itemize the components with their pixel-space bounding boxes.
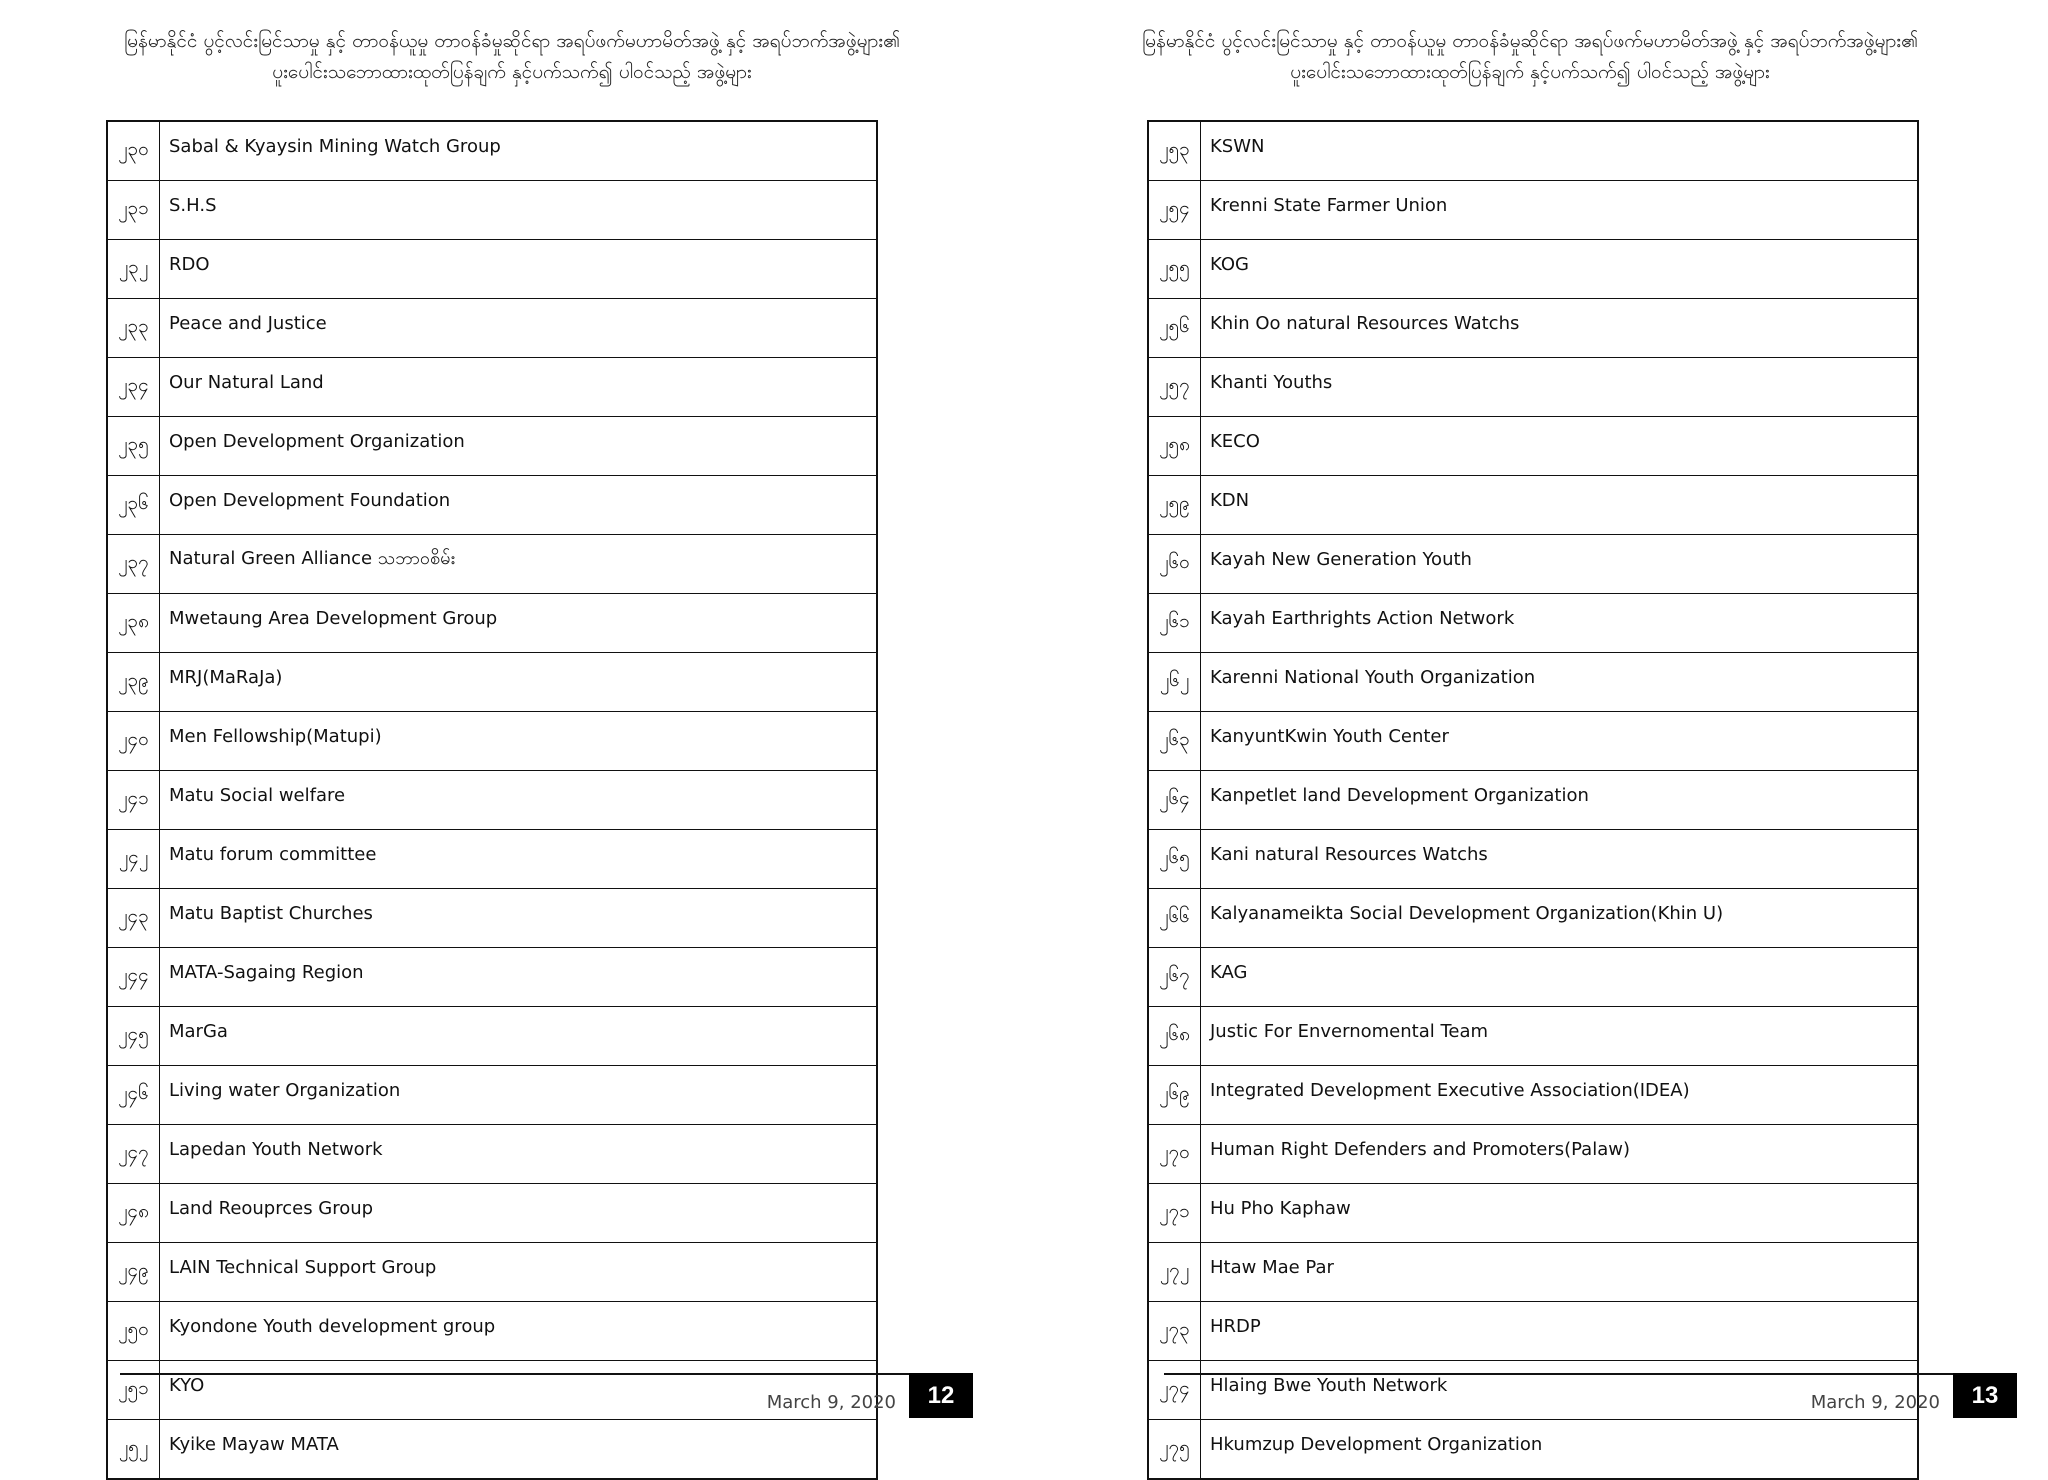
organization-name: Matu forum committee: [160, 830, 878, 889]
page-header: [1110, 26, 1950, 88]
organization-name: KAG: [1201, 948, 1919, 1007]
organization-name: Kalyanameikta Social Development Organization(Khin U): [1201, 889, 1919, 948]
row-number: ၂၄၈: [107, 1184, 160, 1243]
header-line-2: ပူးပေါင်းသဘောထားထုတ်ပြန်ချက် နှင့်ပက်သက်၍ ပါဝင်သည့် အဖွဲ့များ: [272, 61, 752, 83]
table-row: [107, 121, 877, 181]
organization-name: Karenni National Youth Organization: [1201, 653, 1919, 712]
table-row: [107, 1066, 877, 1125]
row-number: ၂၄၃: [107, 889, 160, 948]
organization-name: Justic For Envernomental Team: [1201, 1007, 1919, 1066]
table-row: [107, 299, 877, 358]
table-row: [1148, 1066, 1918, 1125]
organization-name: Kayah Earthrights Action Network: [1201, 594, 1919, 653]
table-row: [107, 181, 877, 240]
table-row: [107, 1302, 877, 1361]
organization-name: KOG: [1201, 240, 1919, 299]
table-row: [107, 712, 877, 771]
page-number-badge: 13: [1953, 1373, 2017, 1418]
row-number: ၂၅၉: [1148, 476, 1201, 535]
organization-name: LAIN Technical Support Group: [160, 1243, 878, 1302]
organization-name: Open Development Foundation: [160, 476, 878, 535]
row-number: ၂၃၉: [107, 653, 160, 712]
footer-date: March 9, 2020: [766, 1392, 896, 1413]
organization-name: Integrated Development Executive Association(IDEA): [1201, 1066, 1919, 1125]
table-row: [107, 830, 877, 889]
table-row: [1148, 889, 1918, 948]
table-row: [107, 417, 877, 476]
row-number: ၂၃၃: [107, 299, 160, 358]
table-row: [1148, 181, 1918, 240]
organization-name: Human Right Defenders and Promoters(Palaw): [1201, 1125, 1919, 1184]
organization-name: Natural Green Alliance သဘာဝစိမ်း: [160, 535, 878, 594]
row-number: ၂၃၄: [107, 358, 160, 417]
organization-table: [1147, 120, 1919, 1480]
document-page-right: [1024, 0, 2048, 1458]
row-number: ၂၃၈: [107, 594, 160, 653]
table-row: [1148, 653, 1918, 712]
table-row: [1148, 121, 1918, 181]
page-number-badge: 12: [909, 1373, 973, 1418]
organization-name: Our Natural Land: [160, 358, 878, 417]
row-number: ၂၅၄: [1148, 181, 1201, 240]
organization-name: Land Reouprces Group: [160, 1184, 878, 1243]
table-row: [1148, 417, 1918, 476]
footer-date: March 9, 2020: [1810, 1392, 1940, 1413]
table-row: [107, 1007, 877, 1066]
organization-table: [106, 120, 878, 1480]
header-line-2: ပူးပေါင်းသဘောထားထုတ်ပြန်ချက် နှင့်ပက်သက်၍ ပါဝင်သည့် အဖွဲ့များ: [1290, 61, 1770, 83]
row-number: ၂၅၇: [1148, 358, 1201, 417]
row-number: ၂၆၂: [1148, 653, 1201, 712]
table-row: [1148, 594, 1918, 653]
table-row: [107, 771, 877, 830]
row-number: ၂၆၀: [1148, 535, 1201, 594]
table-row: [1148, 299, 1918, 358]
table-row: [1148, 535, 1918, 594]
organization-name: Matu Social welfare: [160, 771, 878, 830]
row-number: ၂၄၆: [107, 1066, 160, 1125]
row-number: ၂၃၇: [107, 535, 160, 594]
table-row: [107, 1420, 877, 1480]
row-number: ၂၅၀: [107, 1302, 160, 1361]
organization-name: Hlaing Bwe Youth Network: [1201, 1361, 1919, 1420]
row-number: ၂၇၁: [1148, 1184, 1201, 1243]
organization-name: Men Fellowship(Matupi): [160, 712, 878, 771]
table-row: [107, 594, 877, 653]
organization-name: S.H.S: [160, 181, 878, 240]
organization-name: Sabal & Kyaysin Mining Watch Group: [160, 121, 878, 181]
table-row: [107, 889, 877, 948]
table-row: [1148, 1184, 1918, 1243]
organization-name: MRJ(MaRaJa): [160, 653, 878, 712]
table-row: [1148, 830, 1918, 889]
row-number: ၂၃၆: [107, 476, 160, 535]
row-number: ၂၅၂: [107, 1420, 160, 1480]
table-row: [107, 1243, 877, 1302]
table-row: [1148, 1302, 1918, 1361]
organization-name: Peace and Justice: [160, 299, 878, 358]
table-row: [1148, 712, 1918, 771]
row-number: ၂၅၈: [1148, 417, 1201, 476]
organization-name: Mwetaung Area Development Group: [160, 594, 878, 653]
organization-name: Kayah New Generation Youth: [1201, 535, 1919, 594]
row-number: ၂၄၇: [107, 1125, 160, 1184]
row-number: ၂၆၆: [1148, 889, 1201, 948]
row-number: ၂၃၁: [107, 181, 160, 240]
organization-name: Khanti Youths: [1201, 358, 1919, 417]
organization-table-body: [1148, 121, 1918, 1479]
organization-name: RDO: [160, 240, 878, 299]
organization-name: KSWN: [1201, 121, 1919, 181]
table-row: [1148, 358, 1918, 417]
table-row: [107, 653, 877, 712]
page-header: [92, 26, 932, 88]
row-number: ၂၄၁: [107, 771, 160, 830]
row-number: ၂၄၀: [107, 712, 160, 771]
organization-name: KDN: [1201, 476, 1919, 535]
organization-name: MATA-Sagaing Region: [160, 948, 878, 1007]
organization-name: Hu Pho Kaphaw: [1201, 1184, 1919, 1243]
organization-name: Kani natural Resources Watchs: [1201, 830, 1919, 889]
table-row: [1148, 771, 1918, 830]
footer-divider: [120, 1373, 910, 1375]
organization-name: KYO: [160, 1361, 878, 1420]
table-row: [1148, 240, 1918, 299]
table-row: [107, 1184, 877, 1243]
organization-name: Open Development Organization: [160, 417, 878, 476]
row-number: ၂၆၇: [1148, 948, 1201, 1007]
organization-name: Htaw Mae Par: [1201, 1243, 1919, 1302]
organization-name: Krenni State Farmer Union: [1201, 181, 1919, 240]
row-number: ၂၆၁: [1148, 594, 1201, 653]
row-number: ၂၄၂: [107, 830, 160, 889]
organization-name: Matu Baptist Churches: [160, 889, 878, 948]
table-row: [1148, 948, 1918, 1007]
row-number: ၂၆၈: [1148, 1007, 1201, 1066]
row-number: ၂၇၀: [1148, 1125, 1201, 1184]
row-number: ၂၄၉: [107, 1243, 160, 1302]
table-row: [1148, 476, 1918, 535]
organization-name: HRDP: [1201, 1302, 1919, 1361]
row-number: ၂၇၅: [1148, 1420, 1201, 1480]
organization-table-body: [107, 121, 877, 1479]
row-number: ၂၅၁: [107, 1361, 160, 1420]
organization-name: Living water Organization: [160, 1066, 878, 1125]
table-row: [107, 358, 877, 417]
row-number: ၂၇၂: [1148, 1243, 1201, 1302]
table-row: [1148, 1125, 1918, 1184]
organization-name: Hkumzup Development Organization: [1201, 1420, 1919, 1480]
table-row: [107, 476, 877, 535]
row-number: ၂၃၀: [107, 121, 160, 181]
row-number: ၂၆၄: [1148, 771, 1201, 830]
organization-name: Kyike Mayaw MATA: [160, 1420, 878, 1480]
organization-name: Kanpetlet land Development Organization: [1201, 771, 1919, 830]
row-number: ၂၃၂: [107, 240, 160, 299]
row-number: ၂၆၅: [1148, 830, 1201, 889]
organization-name: Kyondone Youth development group: [160, 1302, 878, 1361]
row-number: ၂၅၆: [1148, 299, 1201, 358]
row-number: ၂၃၅: [107, 417, 160, 476]
header-line-1: မြန်မာနိုင်ငံ ပွင့်လင်းမြင်သာမှု နှင့် တာဝန်ယူမှု တာဝန်ခံမှုဆိုင်ရာ အရပ်ဖက်မဟာမိတ်အဖွဲ့ နှင့် အရပ်ဘက်အဖွဲ့များ၏: [1141, 30, 1919, 52]
organization-name: MarGa: [160, 1007, 878, 1066]
row-number: ၂၅၃: [1148, 121, 1201, 181]
row-number: ၂၅၅: [1148, 240, 1201, 299]
row-number: ၂၄၅: [107, 1007, 160, 1066]
table-row: [1148, 1007, 1918, 1066]
organization-name: KECO: [1201, 417, 1919, 476]
header-line-1: မြန်မာနိုင်ငံ ပွင့်လင်းမြင်သာမှု နှင့် တာဝန်ယူမှု တာဝန်ခံမှုဆိုင်ရာ အရပ်ဖက်မဟာမိတ်အဖွဲ့ နှင့် အရပ်ဘက်အဖွဲ့များ၏: [123, 30, 901, 52]
row-number: ၂၄၄: [107, 948, 160, 1007]
row-number: ၂၇၄: [1148, 1361, 1201, 1420]
row-number: ၂၆၉: [1148, 1066, 1201, 1125]
organization-name: Lapedan Youth Network: [160, 1125, 878, 1184]
document-page-left: [0, 0, 1024, 1458]
footer-divider: [1164, 1373, 1954, 1375]
organization-name: Khin Oo natural Resources Watchs: [1201, 299, 1919, 358]
table-row: [107, 535, 877, 594]
table-row: [107, 240, 877, 299]
organization-name: KanyuntKwin Youth Center: [1201, 712, 1919, 771]
row-number: ၂၇၃: [1148, 1302, 1201, 1361]
table-row: [1148, 1243, 1918, 1302]
row-number: ၂၆၃: [1148, 712, 1201, 771]
table-row: [1148, 1420, 1918, 1480]
table-row: [107, 948, 877, 1007]
table-row: [107, 1125, 877, 1184]
